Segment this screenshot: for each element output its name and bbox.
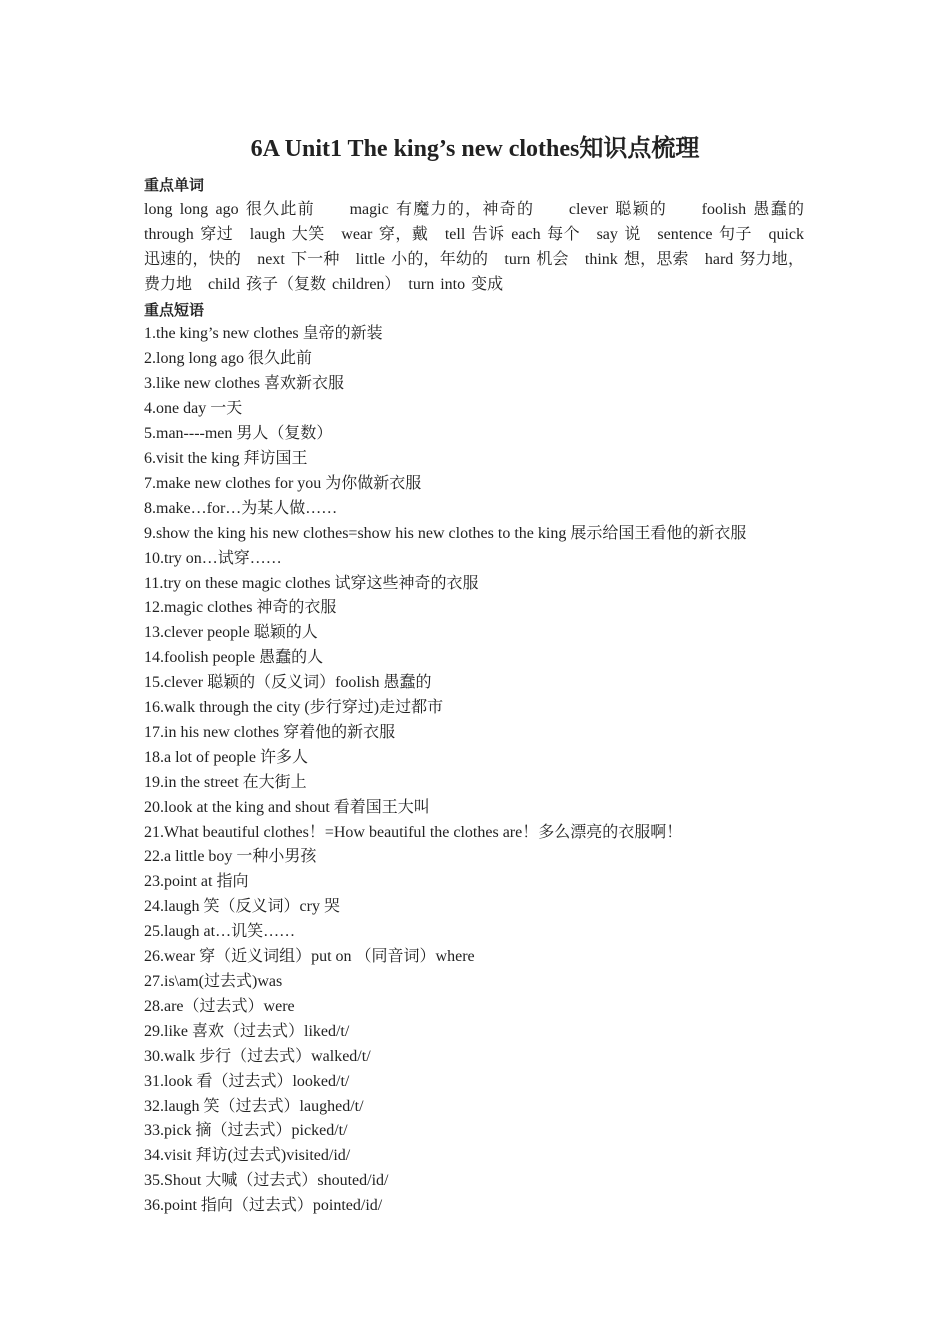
phrase-item: 29.like 喜欢（过去式）liked/t/ [144, 1022, 350, 1040]
phrase-item: 26.wear 穿（近义词组）put on （同音词）where [144, 948, 475, 966]
phrase-item: 16.walk through the city (步行穿过)走过都市 [144, 699, 444, 717]
phrase-item: 2.long long ago 很久此前 [144, 350, 312, 368]
phrase-item: 32.laugh 笑（过去式）laughed/t/ [144, 1097, 364, 1115]
phrase-item: 36.point 指向（过去式）pointed/id/ [144, 1197, 383, 1215]
phrase-item: 18.a lot of people 许多人 [144, 748, 308, 766]
phrase-item: 11.try on these magic clothes 试穿这些神奇的衣服 [144, 574, 479, 592]
document-title: 6A Unit1 The king’s new clothes知识点梳理 [250, 136, 700, 162]
phrase-item: 3.like new clothes 喜欢新衣服 [144, 375, 344, 393]
phrase-item: 20.look at the king and shout 看着国王大叫 [144, 798, 430, 816]
phrase-item: 21.What beautiful clothes！=How beautiful the clothes are！多么漂亮的衣服啊！ [144, 823, 683, 841]
phrase-item: 10.try on…试穿…… [144, 549, 282, 567]
phrase-list [144, 322, 804, 1219]
phrase-item: 8.make…for…为某人做…… [144, 499, 338, 517]
phrase-item: 22.a little boy 一种小男孩 [144, 848, 317, 866]
phrase-item: 7.make new clothes for you 为你做新衣服 [144, 474, 422, 492]
phrase-item: 6.visit the king 拜访国王 [144, 449, 308, 467]
phrase-item: 17.in his new clothes 穿着他的新衣服 [144, 723, 396, 741]
phrase-item: 15.clever 聪颖的（反义词）foolish 愚蠢的 [144, 674, 432, 692]
phrase-item: 13.clever people 聪颖的人 [144, 624, 318, 642]
phrase-item: 33.pick 摘（过去式）picked/t/ [144, 1122, 348, 1140]
phrase-item: 35.Shout 大喊（过去式）shouted/id/ [144, 1172, 389, 1190]
vocab-heading: 重点单词 [144, 176, 205, 194]
document-body [144, 173, 821, 1219]
phrase-item: 24.laugh 笑（反义词）cry 哭 [144, 898, 340, 916]
phrase-item: 30.walk 步行（过去式）walked/t/ [144, 1047, 371, 1065]
phrase-item: 34.visit 拜访(过去式)visited/id/ [144, 1147, 351, 1165]
phrases-heading: 重点短语 [144, 300, 205, 319]
phrase-item: 1.the king’s new clothes 皇帝的新装 [144, 325, 383, 343]
phrase-item: 27.is\am(过去式)was [144, 973, 283, 990]
phrase-item: 9.show the king his new clothes=show his new clothes to the king 展示给国王看他的新衣服 [144, 524, 747, 542]
phrase-item: 28.are（过去式）were [144, 997, 295, 1015]
phrase-item: 31.look 看（过去式）looked/t/ [144, 1072, 350, 1090]
phrase-item: 4.one day 一天 [144, 400, 243, 418]
phrase-item: 5.man----men 男人（复数） [144, 425, 333, 443]
phrase-item: 12.magic clothes 神奇的衣服 [144, 599, 337, 617]
phrase-item: 23.point at 指向 [144, 873, 249, 891]
phrase-item: 25.laugh at…讥笑…… [144, 923, 296, 941]
phrase-item: 19.in the street 在大街上 [144, 773, 307, 791]
phrase-item: 14.foolish people 愚蠢的人 [144, 649, 324, 667]
vocab-paragraph: long long ago 很久此前 magic 有魔力的，神奇的 clever 聪颖的 foolish 愚蠢的 through 穿过 laugh 大笑 wear 穿，戴 tell 告诉 each 每个 say 说 sentence 句子 quick 迅速的，快的 next 下一种 little 小的，年幼的 turn 机会 think 想，思索 hard 努力地，费力地 child 孩子（复数 children） turn into 变成 [144, 200, 821, 293]
